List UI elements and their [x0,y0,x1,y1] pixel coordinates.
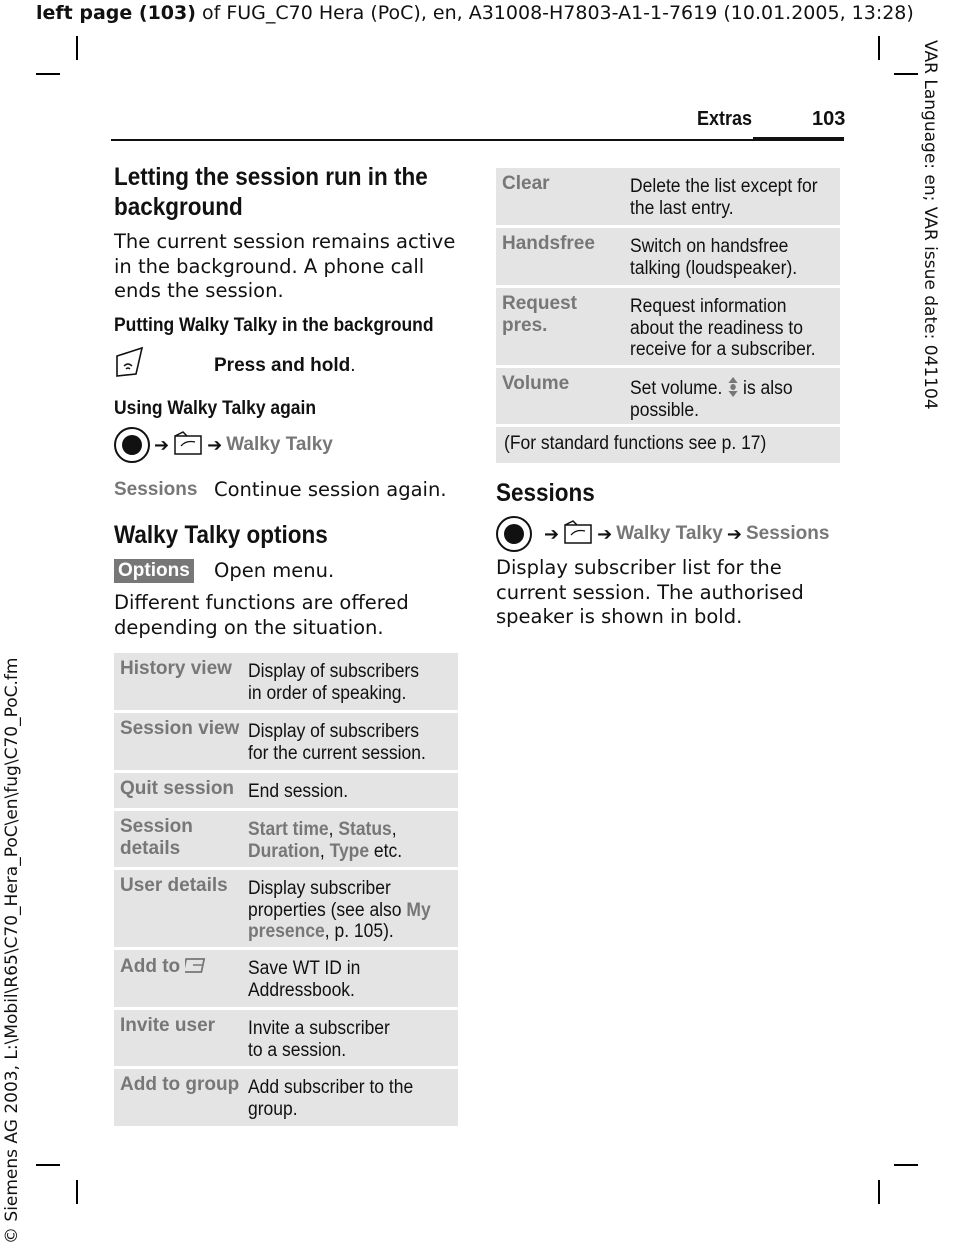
option-value: Request information about the readiness to receive for a subscriber. [630,296,816,360]
heading-putting: Putting Walky Talky in the background [114,315,434,336]
crop-mark [76,36,78,60]
crop-mark [878,36,880,60]
crop-mark [894,1164,918,1166]
walky-talky-menu-icon [563,519,593,549]
crop-mark [894,73,918,75]
menu-sessions: Sessions [745,523,830,544]
option-value: Add subscriber to the group. [248,1077,414,1120]
option-value: Delete the list except for the last entry. [630,176,818,219]
table-row [114,773,458,808]
option-key: History view [120,658,232,679]
table-row [114,713,458,770]
menu-walky-talky: Walky Talky [616,523,723,544]
press-hold-text: Press and hold. [214,355,356,376]
nav-path-walky [114,427,333,463]
table-row [114,950,458,1007]
page-number: 103 [812,108,846,130]
option-value: Invite a subscriber to a session. [248,1018,390,1061]
option-key: Invite user [120,1015,216,1036]
table-row [496,168,840,225]
addressbook-icon [185,955,209,975]
arrow-icon: ➔ [207,434,223,456]
option-value: Switch on handsfree talking (loudspeaker). [630,236,798,279]
walky-talky-menu-icon [173,430,203,460]
sessions-description: Continue session again. [214,478,447,501]
paragraph-different: Different functions are offered depending on the situation. [114,591,409,639]
heading-options: Walky Talky options [114,521,328,549]
header-rule-thick [753,137,844,141]
side-meta-left: © Siemens AG 2003, L:\Mobil\R65\C70_Hera_PoC\en\fug\C70_PoC.fm [2,657,22,1244]
standard-functions-note: (For standard functions see p. 17) [496,427,840,463]
table-row [496,228,840,285]
paragraph-background: The current session remains active in the background. A phone call ends the session. [114,230,456,302]
option-key: Session view [120,718,240,739]
option-key: Add to [120,955,242,978]
section-title: Extras [697,108,753,130]
option-key: Clear [502,173,550,194]
menu-walky-talky: Walky Talky [226,434,333,455]
crop-mark [36,1164,60,1166]
navigation-key-icon [114,427,150,463]
table-row [114,870,458,947]
arrow-icon: ➔ [544,523,560,545]
option-value: End session. [248,781,349,802]
table-row [114,1010,458,1066]
crop-mark [878,1180,880,1204]
options-description: Open menu. [214,559,335,582]
option-value: Set volume. is also possible. [630,378,793,421]
side-meta-right: VAR Language: en; VAR issue date: 041104 [920,40,940,410]
heading-background: Letting the session run in the background [114,163,428,221]
option-value: Display of subscribers for the current session. [248,721,426,764]
heading-using: Using Walky Talky again [114,398,317,419]
option-key: Request pres. [502,293,577,336]
sessions-softkey: Sessions [114,479,198,500]
option-key: Quit session [120,778,235,799]
paragraph-sessions: Display subscriber list for the current session. The authorised speaker is shown in bold. [496,556,804,628]
navigation-key-icon [496,516,532,552]
table-row [496,368,840,424]
table-row [496,288,840,365]
heading-sessions: Sessions [496,479,595,507]
options-softkey: Options [114,559,194,583]
arrow-icon: ➔ [726,523,742,545]
header-rule [111,139,844,141]
option-key: Volume [502,373,570,394]
print-meta-header: left page (103) of FUG_C70 Hera (PoC), en, A31008-H7803-A1-1-7619 (10.01.2005, 13:28) [36,2,914,24]
nav-path-sessions [496,516,829,552]
option-value: Display subscriber properties (see also My presence, p. 105). [248,878,431,942]
table-row [114,811,458,867]
option-value: Save WT ID in Addressbook. [248,958,361,1001]
table-row [114,653,458,710]
crop-mark [36,73,60,75]
option-value: Display of subscribers in order of speaking. [248,661,419,704]
arrow-icon: ➔ [597,523,613,545]
table-row [114,1069,458,1126]
option-value: Start time, Status, Duration, Type etc. [248,819,403,862]
crop-mark [76,1180,78,1204]
option-key: Add to group [120,1074,240,1095]
arrow-icon: ➔ [154,434,170,456]
option-key: Handsfree [502,233,595,254]
volume-rocker-icon [727,376,738,398]
ptt-key-icon [114,346,146,378]
option-key: User details [120,875,228,896]
option-key: Session details [120,816,193,859]
